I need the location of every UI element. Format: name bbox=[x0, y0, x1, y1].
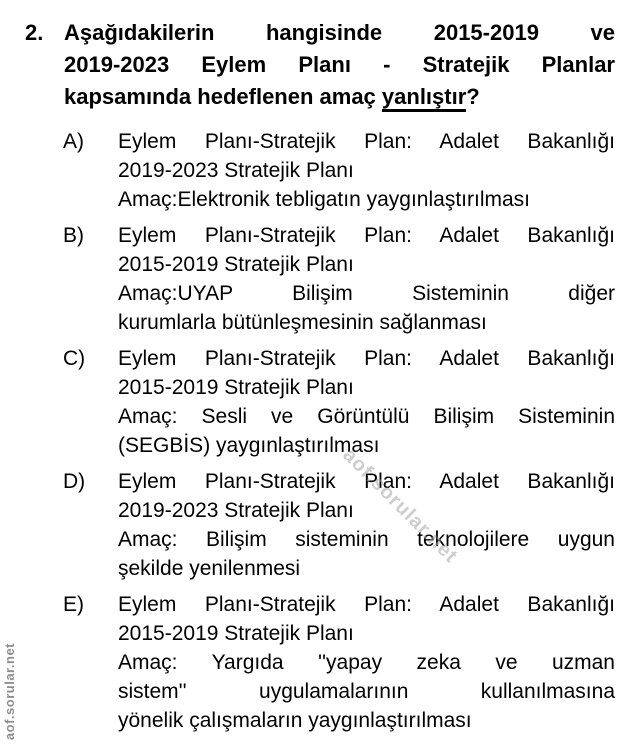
option-a bbox=[63, 127, 615, 214]
option-c bbox=[63, 344, 615, 460]
option-line: şekilde yenilenmesi bbox=[118, 557, 301, 580]
option-line: 2015-2019 Stratejik Planı bbox=[118, 376, 354, 399]
option-letter: C) bbox=[63, 347, 86, 370]
option-line: Amaç:UYAP Bilişim Sisteminin diğer bbox=[118, 282, 615, 305]
option-line: 2015-2019 Stratejik Planı bbox=[118, 253, 354, 276]
site-label-vertical: aof.sorular.net bbox=[2, 643, 17, 741]
option-line: Eylem Planı-Stratejik Plan: Adalet Bakanlığı bbox=[118, 347, 615, 370]
option-text bbox=[118, 221, 615, 337]
option-letter: A) bbox=[63, 130, 84, 153]
option-text bbox=[118, 344, 615, 460]
option-line: 2015-2019 Stratejik Planı bbox=[118, 622, 354, 645]
question-text bbox=[64, 17, 615, 113]
question-line-pre: kapsamında hedeflenen amaç bbox=[64, 84, 382, 109]
option-line: sistem'' uygulamalarının kullanılmasına bbox=[118, 680, 615, 703]
option-line: 2019-2023 Stratejik Planı bbox=[118, 499, 354, 522]
option-d bbox=[63, 467, 615, 583]
option-line: Amaç: Sesli ve Görüntülü Bilişim Sisteminin bbox=[118, 405, 615, 428]
option-text bbox=[118, 127, 615, 214]
option-text bbox=[118, 590, 615, 735]
option-line: yönelik çalışmaların yaygınlaştırılması bbox=[118, 709, 472, 732]
option-text bbox=[118, 467, 615, 583]
option-line: 2019-2023 Stratejik Planı bbox=[118, 159, 354, 182]
option-e bbox=[63, 590, 615, 735]
question-line: Aşağıdakilerin hangisinde 2015-2019 ve bbox=[64, 20, 615, 45]
option-line: Amaç: Bilişim sisteminin teknolojilere uygun bbox=[118, 528, 615, 551]
option-line: Amaç:Elektronik tebligatın yaygınlaştırılması bbox=[118, 188, 531, 211]
options-list bbox=[0, 113, 638, 735]
option-line: (SEGBİS) yaygınlaştırılması bbox=[118, 434, 380, 457]
question-block bbox=[0, 0, 638, 113]
option-line: Eylem Planı-Stratejik Plan: Adalet Bakanlığı bbox=[118, 130, 615, 153]
site-watermark-diagonal: aof.sorular.net bbox=[338, 444, 463, 568]
underlined-word: yanlıştır bbox=[382, 84, 466, 112]
option-line: Amaç: Yargıda ''yapay zeka ve uzman bbox=[118, 651, 615, 674]
option-line: Eylem Planı-Stratejik Plan: Adalet Bakanlığı bbox=[118, 224, 615, 247]
option-b bbox=[63, 221, 615, 337]
question-number: 2. bbox=[25, 20, 44, 45]
question-line: 2019-2023 Eylem Planı - Stratejik Planlar bbox=[64, 52, 615, 77]
option-line: Eylem Planı-Stratejik Plan: Adalet Bakanlığı bbox=[118, 593, 615, 616]
question-mark: ? bbox=[466, 84, 480, 109]
question-line bbox=[64, 81, 615, 113]
option-letter: D) bbox=[63, 470, 86, 493]
option-line: Eylem Planı-Stratejik Plan: Adalet Bakanlığı bbox=[118, 470, 615, 493]
option-letter: B) bbox=[63, 224, 84, 247]
option-line: kurumlarla bütünleşmesinin sağlanması bbox=[118, 311, 487, 334]
option-letter: E) bbox=[63, 593, 84, 616]
